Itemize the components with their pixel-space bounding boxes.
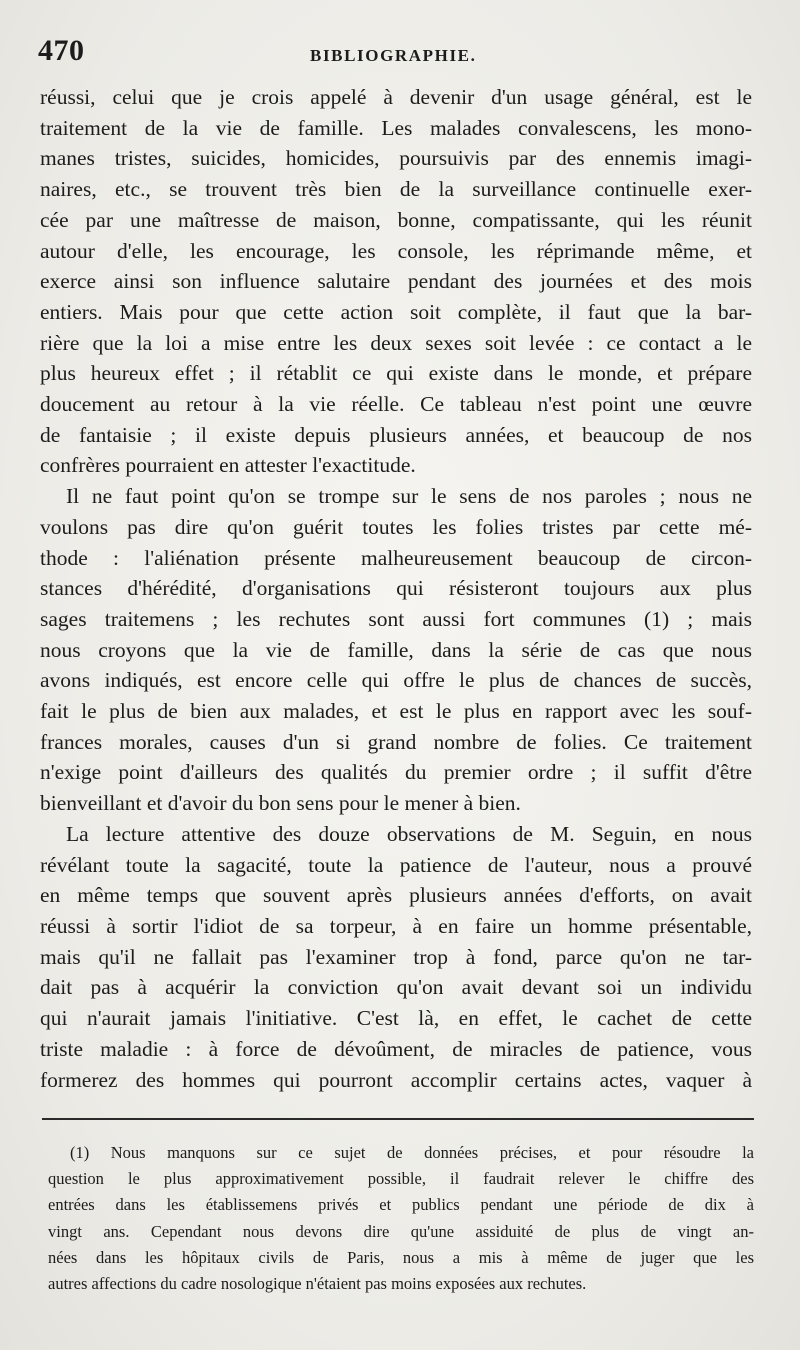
text-line: cée par une maîtresse de maison, bonne, compatissante, qui les réunit [40, 207, 752, 232]
text-line: entiers. Mais pour que cette action soit complète, il faut que la bar- [40, 299, 752, 324]
footnote-line: question le plus approximativement possible, il faudrait relever le chiffre des [48, 1169, 754, 1189]
text-line: mais qu'il ne fallait pas l'examiner trop à fond, parce qu'on ne tar- [40, 944, 752, 969]
text-line: manes tristes, suicides, homicides, poursuivis par des ennemis imagi- [40, 146, 752, 171]
footnotes [48, 1140, 754, 1297]
text-line: naires, etc., se trouvent très bien de la surveillance continuelle exer- [40, 177, 752, 202]
text-line: n'exige point d'ailleurs des qualités du premier ordre ; il suffit d'être [40, 760, 752, 785]
text-line: traitement de la vie de famille. Les malades convalescens, les mono- [40, 115, 752, 140]
text-line: réussi, celui que je crois appelé à devenir d'un usage général, est le [40, 85, 752, 109]
text-line: nous croyons que la vie de famille, dans la série de cas que nous [40, 637, 752, 662]
body-text [40, 82, 752, 1095]
text-line: fait le plus de bien aux malades, et est le plus en rapport avec les souf- [40, 699, 752, 724]
text-line: qui n'aurait jamais l'initiative. C'est là, en effet, le cachet de cette [40, 1006, 752, 1031]
text-line: formerez des hommes qui pourront accomplir certains actes, vaquer à [40, 1067, 752, 1092]
paragraph-first-line: La lecture attentive des douze observations de M. Seguin, en nous [66, 821, 752, 846]
text-line: révélant toute la sagacité, toute la patience de l'auteur, nous a prouvé [40, 852, 752, 877]
text-line: autour d'elle, les encourage, les console, les réprimande même, et [40, 238, 752, 263]
text-line: avons indiqués, est encore celle qui offre le plus de chances de succès, [40, 668, 752, 693]
paragraph-end-line: confrères pourraient en attester l'exactitude. [40, 453, 416, 478]
text-line: doucement au retour à la vie réelle. Ce tableau n'est point une œuvre [40, 392, 752, 417]
page-header [38, 34, 762, 74]
text-line: exerce ainsi son influence salutaire pendant des journées et des mois [40, 269, 752, 294]
text-line: voulons pas dire qu'on guérit toutes les folies tristes par cette mé- [40, 514, 752, 539]
text-line: réussi à sortir l'idiot de sa torpeur, à en faire un homme présentable, [40, 913, 752, 938]
text-line: plus heureux effet ; il rétablit ce qui existe dans le monde, et prépare [40, 361, 752, 386]
text-line: de fantaisie ; il existe depuis plusieurs années, et beaucoup de nos [40, 422, 752, 447]
text-line: thode : l'aliénation présente malheureusement beaucoup de circon- [40, 545, 752, 570]
text-line: sages traitemens ; les rechutes sont aussi fort communes (1) ; mais [40, 606, 752, 631]
text-line: frances morales, causes d'un si grand nombre de folies. Ce traitement [40, 729, 752, 754]
paragraph-end-line: bienveillant et d'avoir du bon sens pour le mener à bien. [40, 791, 521, 816]
footnote-line: autres affections du cadre nosologique n'étaient pas moins exposées aux rechutes. [48, 1274, 587, 1294]
text-line: dait pas à acquérir la conviction qu'on avait devant soi un individu [40, 975, 752, 1000]
footnote-line: vingt ans. Cependant nous devons dire qu'une assiduité de plus de vingt an- [48, 1221, 754, 1241]
text-line: en même temps que souvent après plusieurs années d'efforts, on avait [40, 883, 752, 908]
page-number: 470 [38, 34, 85, 67]
footnote-line: entrées dans les établissemens privés et publics pendant une période de dix à [48, 1195, 754, 1215]
text-line: triste maladie : à force de dévoûment, de miracles de patience, vous [40, 1036, 752, 1061]
footnote-line: nées dans les hôpitaux civils de Paris, nous a mis à même de juger que les [48, 1247, 754, 1267]
footnote-line: (1) Nous manquons sur ce sujet de données précises, et pour résoudre la [70, 1143, 754, 1162]
footnote-divider [42, 1118, 754, 1120]
text-line: rière que la loi a mise entre les deux sexes soit levée : ce contact a le [40, 330, 752, 355]
paragraph-first-line: Il ne faut point qu'on se trompe sur le sens de nos paroles ; nous ne [66, 484, 752, 509]
text-line: stances d'hérédité, d'organisations qui résisteront toujours aux plus [40, 576, 752, 601]
running-title: BIBLIOGRAPHIE. [310, 46, 477, 65]
